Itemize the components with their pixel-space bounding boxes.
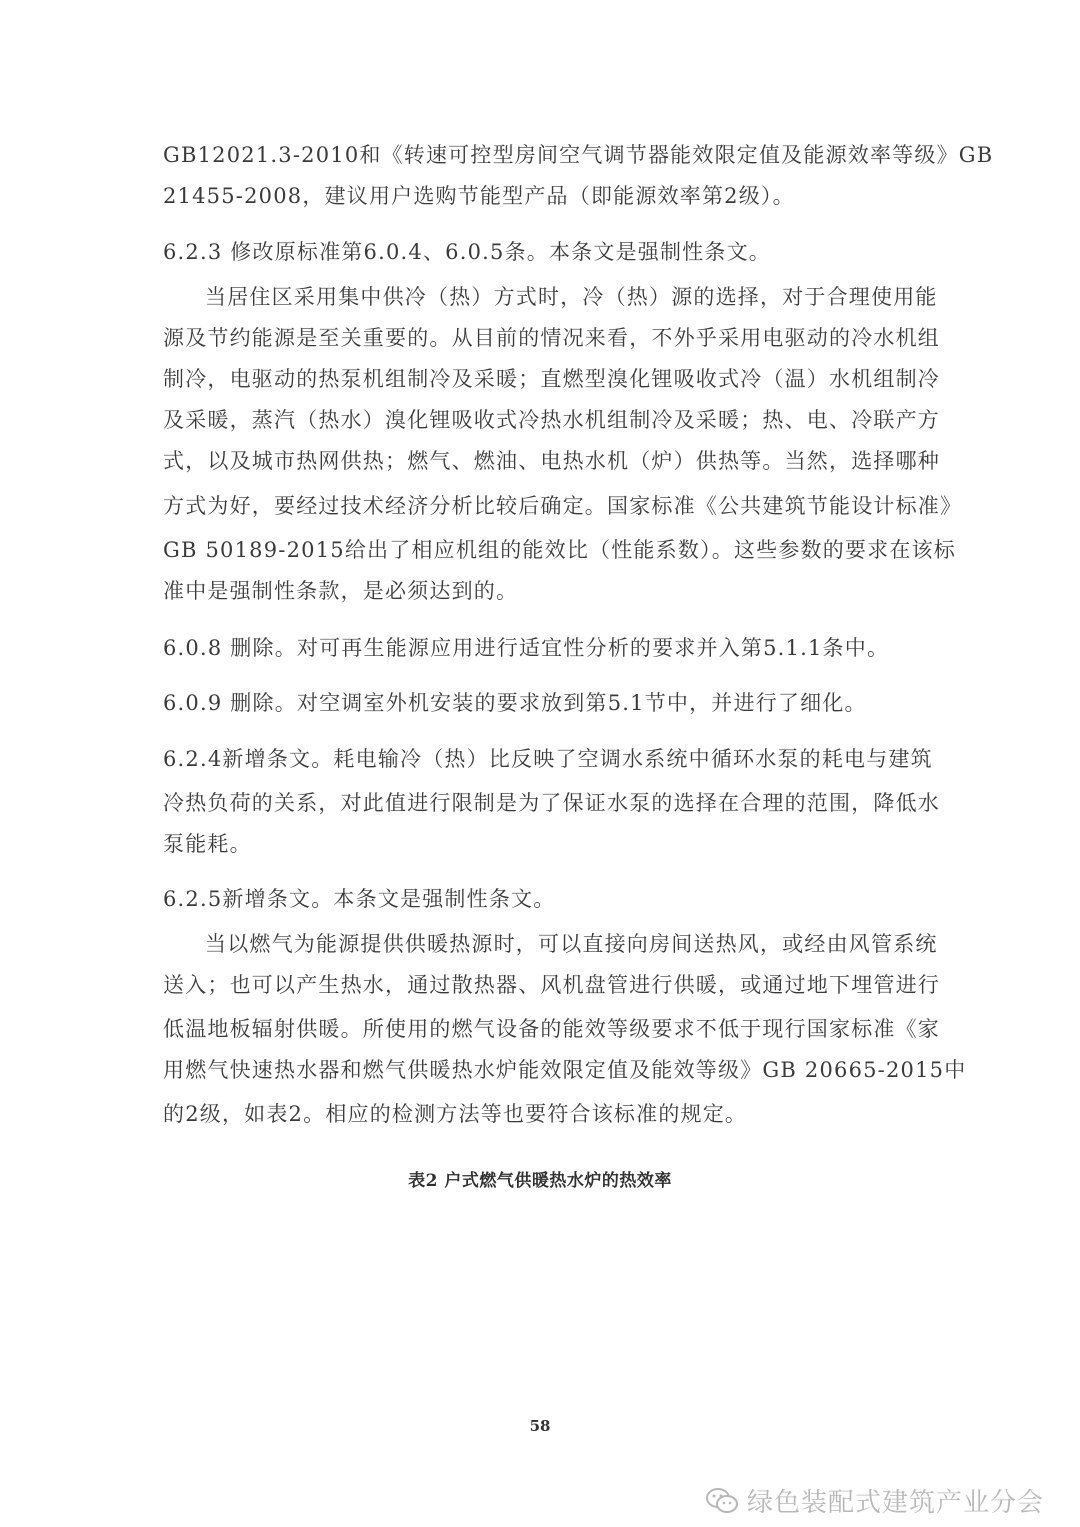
text-line: 用燃气快速热水器和燃气供暖热水炉能效限定值及能效等级》GB 20665-2015中 xyxy=(163,1058,967,1082)
text-line: 21455-2008，建议用户选购节能型产品（即能源效率第2级）。 xyxy=(163,184,795,208)
text-line: 源及节约能源是至关重要的。从目前的情况来看，不外乎采用电驱动的冷水机组 xyxy=(163,326,940,350)
wechat-icon xyxy=(705,1487,739,1515)
watermark-text: 绿色装配式建筑产业分会 xyxy=(746,1488,1044,1518)
text-line: 冷热负荷的关系，对此值进行限制是为了保证水泵的选择在合理的范围，降低水 xyxy=(163,791,940,815)
text-line: 送入；也可以产生热水，通过散热器、风机盘管进行供暖，或通过地下埋管进行 xyxy=(163,973,940,997)
text-line: 及采暖，蒸汽（热水）溴化锂吸收式冷热水机组制冷及采暖；热、电、冷联产方 xyxy=(163,408,940,432)
page-number: 58 xyxy=(529,1417,551,1435)
clause-heading: 6.2.3 修改原标准第6.0.4、6.0.5条。本条文是强制性条文。 xyxy=(163,240,771,264)
clause-heading: 6.0.8 删除。对可再生能源应用进行适宜性分析的要求并入第5.1.1条中。 xyxy=(163,636,890,660)
text-line: 制冷，电驱动的热泵机组制冷及采暖；直燃型溴化锂吸收式冷（温）水机组制冷 xyxy=(163,367,940,391)
text-line: 准中是强制性条款，是必须达到的。 xyxy=(163,579,519,603)
text-line: 低温地板辐射供暖。所使用的燃气设备的能效等级要求不低于现行国家标准《家 xyxy=(163,1017,940,1041)
text-line: GB12021.3-2010和《转速可控型房间空气调节器能效限定值及能源效率等级》GB xyxy=(163,143,994,167)
text-line: 的2级，如表2。相应的检测方法等也要符合该标准的规定。 xyxy=(163,1102,748,1126)
text-line: 方式为好，要经过技术经济分析比较后确定。国家标准《公共建筑节能设计标准》 xyxy=(163,494,963,518)
clause-heading: 6.0.9 删除。对空调室外机安装的要求放到第5.1节中，并进行了细化。 xyxy=(163,691,867,715)
text-line: 当以燃气为能源提供供暖热源时，可以直接向房间送热风，或经由风管系统 xyxy=(205,932,938,956)
clause-heading: 6.2.5新增条文。本条文是强制性条文。 xyxy=(163,887,556,911)
clause-heading: 6.2.4新增条文。耗电输冷（热）比反映了空调水系统中循环水泵的耗电与建筑 xyxy=(163,747,933,771)
text-line: GB 50189-2015给出了相应机组的能效比（性能系数）。这些参数的要求在该标 xyxy=(163,538,956,562)
watermark xyxy=(705,1482,1044,1519)
text-line: 泵能耗。 xyxy=(163,832,252,856)
text-line: 式，以及城市热网供热；燃气、燃油、电热水机（炉）供热等。当然，选择哪种 xyxy=(163,449,940,473)
text-line: 当居住区采用集中供冷（热）方式时，冷（热）源的选择，对于合理使用能 xyxy=(205,285,938,309)
table-caption: 表2 户式燃气供暖热水炉的热效率 xyxy=(408,1171,672,1191)
